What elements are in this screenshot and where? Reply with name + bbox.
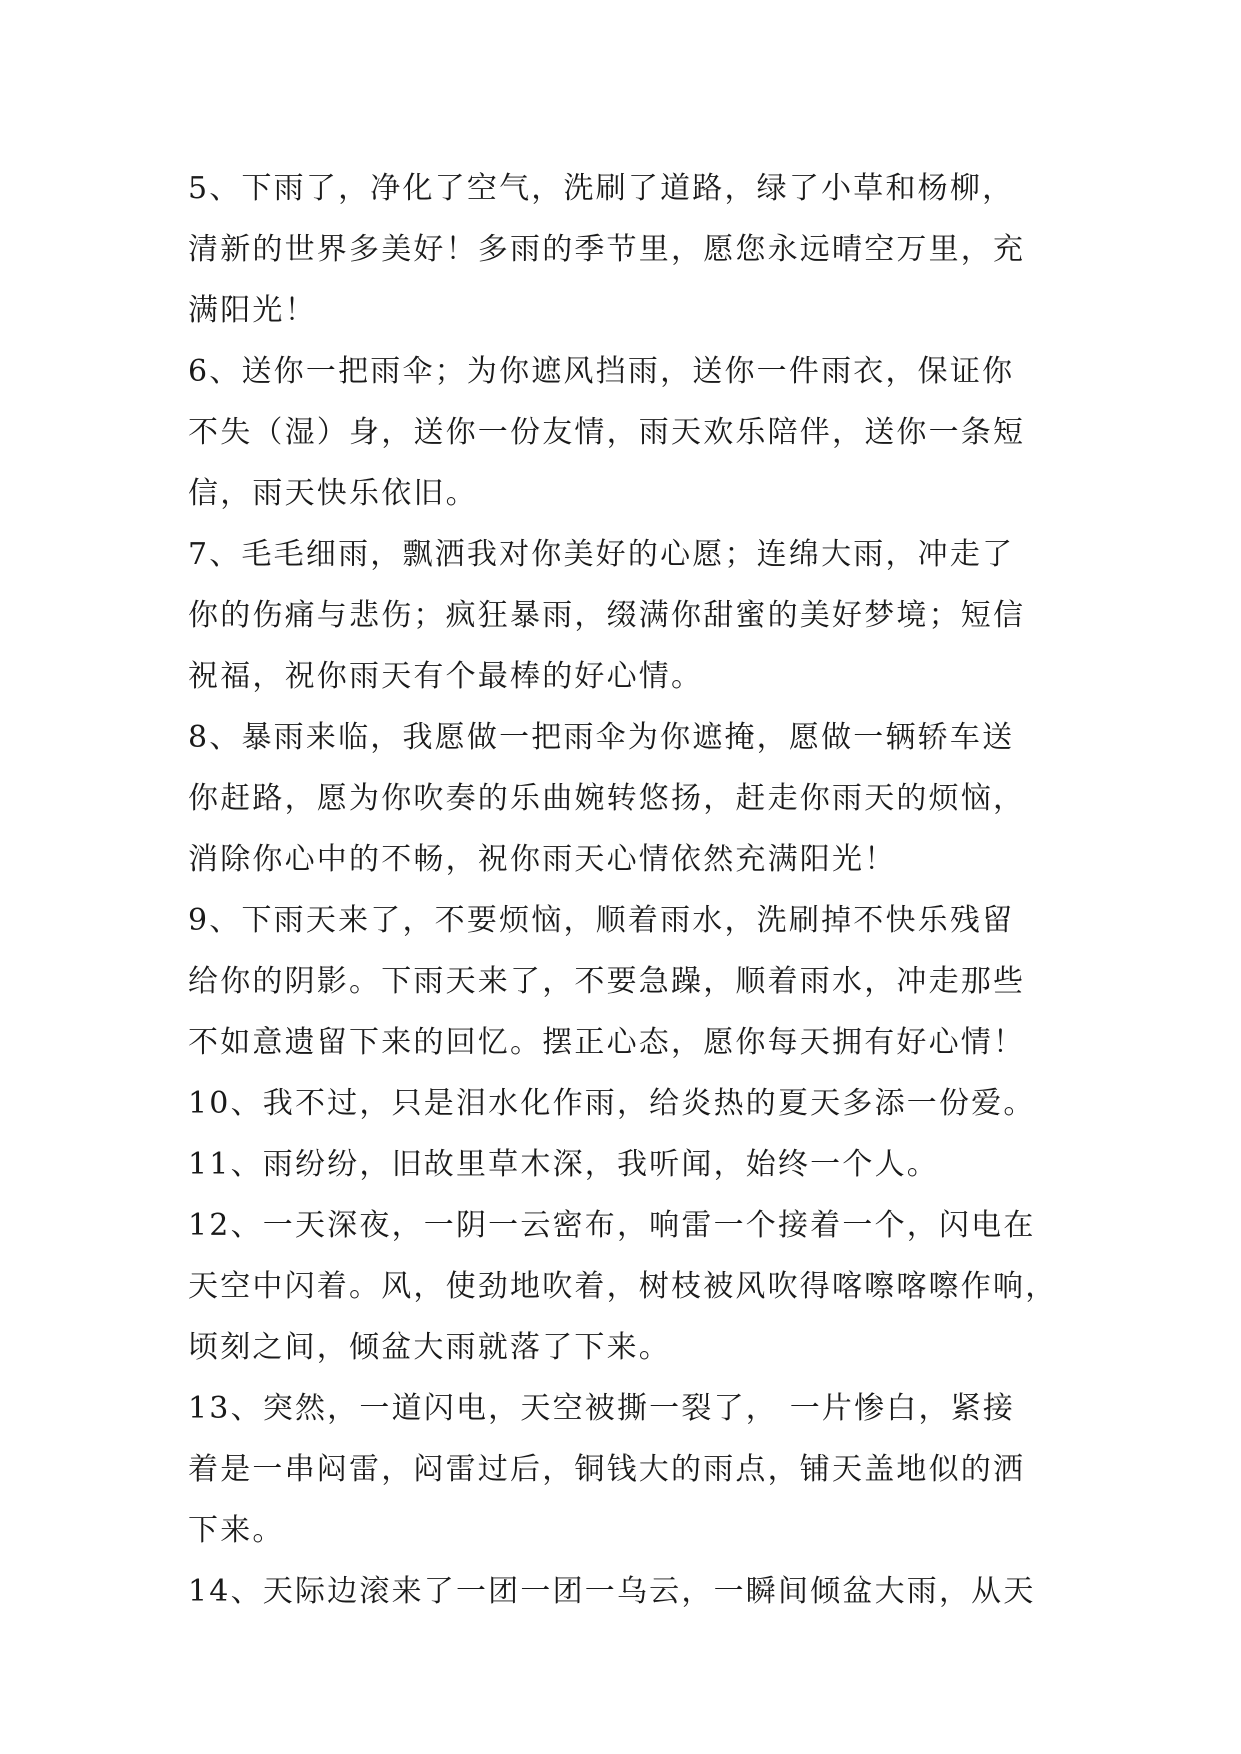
text-line: 天空中闪着。风，使劲地吹着，树枝被风吹得喀嚓喀嚓作响， (188, 1269, 1058, 1304)
text-line: 顷刻之间，倾盆大雨就落了下来。 (188, 1330, 671, 1365)
text-line: 6、送你一把雨伞；为你遮风挡雨，送你一件雨衣，保证你 (188, 354, 1015, 389)
text-line: 给你的阴影。下雨天来了，不要急躁，顺着雨水，冲走那些 (188, 964, 1026, 999)
text-line: 5、下雨了，净化了空气，洗刷了道路，绿了小草和杨柳， (188, 171, 1015, 206)
text-line: 13、突然，一道闪电，天空被撕一裂了， 一片惨白，紧接 (188, 1391, 1016, 1426)
text-line: 你赶路，愿为你吹奏的乐曲婉转悠扬，赶走你雨天的烦恼， (188, 781, 1026, 816)
text-line: 14、天际边滚来了一团一团一乌云，一瞬间倾盆大雨，从天 (188, 1574, 1036, 1609)
body-text (188, 158, 1068, 1622)
text-line: 满阳光！ (188, 293, 317, 328)
text-line: 不失（湿）身，送你一份友情，雨天欢乐陪伴，送你一条短 (188, 415, 1026, 450)
text-line: 12、一天深夜，一阴一云密布，响雷一个接着一个，闪电在 (188, 1208, 1036, 1243)
text-line: 清新的世界多美好！多雨的季节里，愿您永远晴空万里，充 (188, 232, 1026, 267)
text-line: 信，雨天快乐依旧。 (188, 476, 478, 511)
text-line: 着是一串闷雷，闷雷过后，铜钱大的雨点，铺天盖地似的洒 (188, 1452, 1026, 1487)
text-line: 不如意遗留下来的回忆。摆正心态，愿你每天拥有好心情！ (188, 1025, 1026, 1060)
text-line: 7、毛毛细雨，飘洒我对你美好的心愿；连绵大雨，冲走了 (188, 537, 1015, 572)
text-line: 祝福，祝你雨天有个最棒的好心情。 (188, 659, 704, 694)
text-line: 10、我不过，只是泪水化作雨，给炎热的夏天多添一份爱。 (188, 1086, 1036, 1121)
text-line: 9、下雨天来了，不要烦恼，顺着雨水，洗刷掉不快乐残留 (188, 903, 1015, 938)
text-line: 8、暴雨来临，我愿做一把雨伞为你遮掩，愿做一辆轿车送 (188, 720, 1015, 755)
text-line: 11、雨纷纷，旧故里草木深，我听闻，始终一个人。 (188, 1147, 939, 1182)
text-line: 下来。 (188, 1513, 285, 1548)
text-line: 你的伤痛与悲伤；疯狂暴雨，缀满你甜蜜的美好梦境；短信 (188, 598, 1026, 633)
text-line: 消除你心中的不畅，祝你雨天心情依然充满阳光！ (188, 842, 897, 877)
